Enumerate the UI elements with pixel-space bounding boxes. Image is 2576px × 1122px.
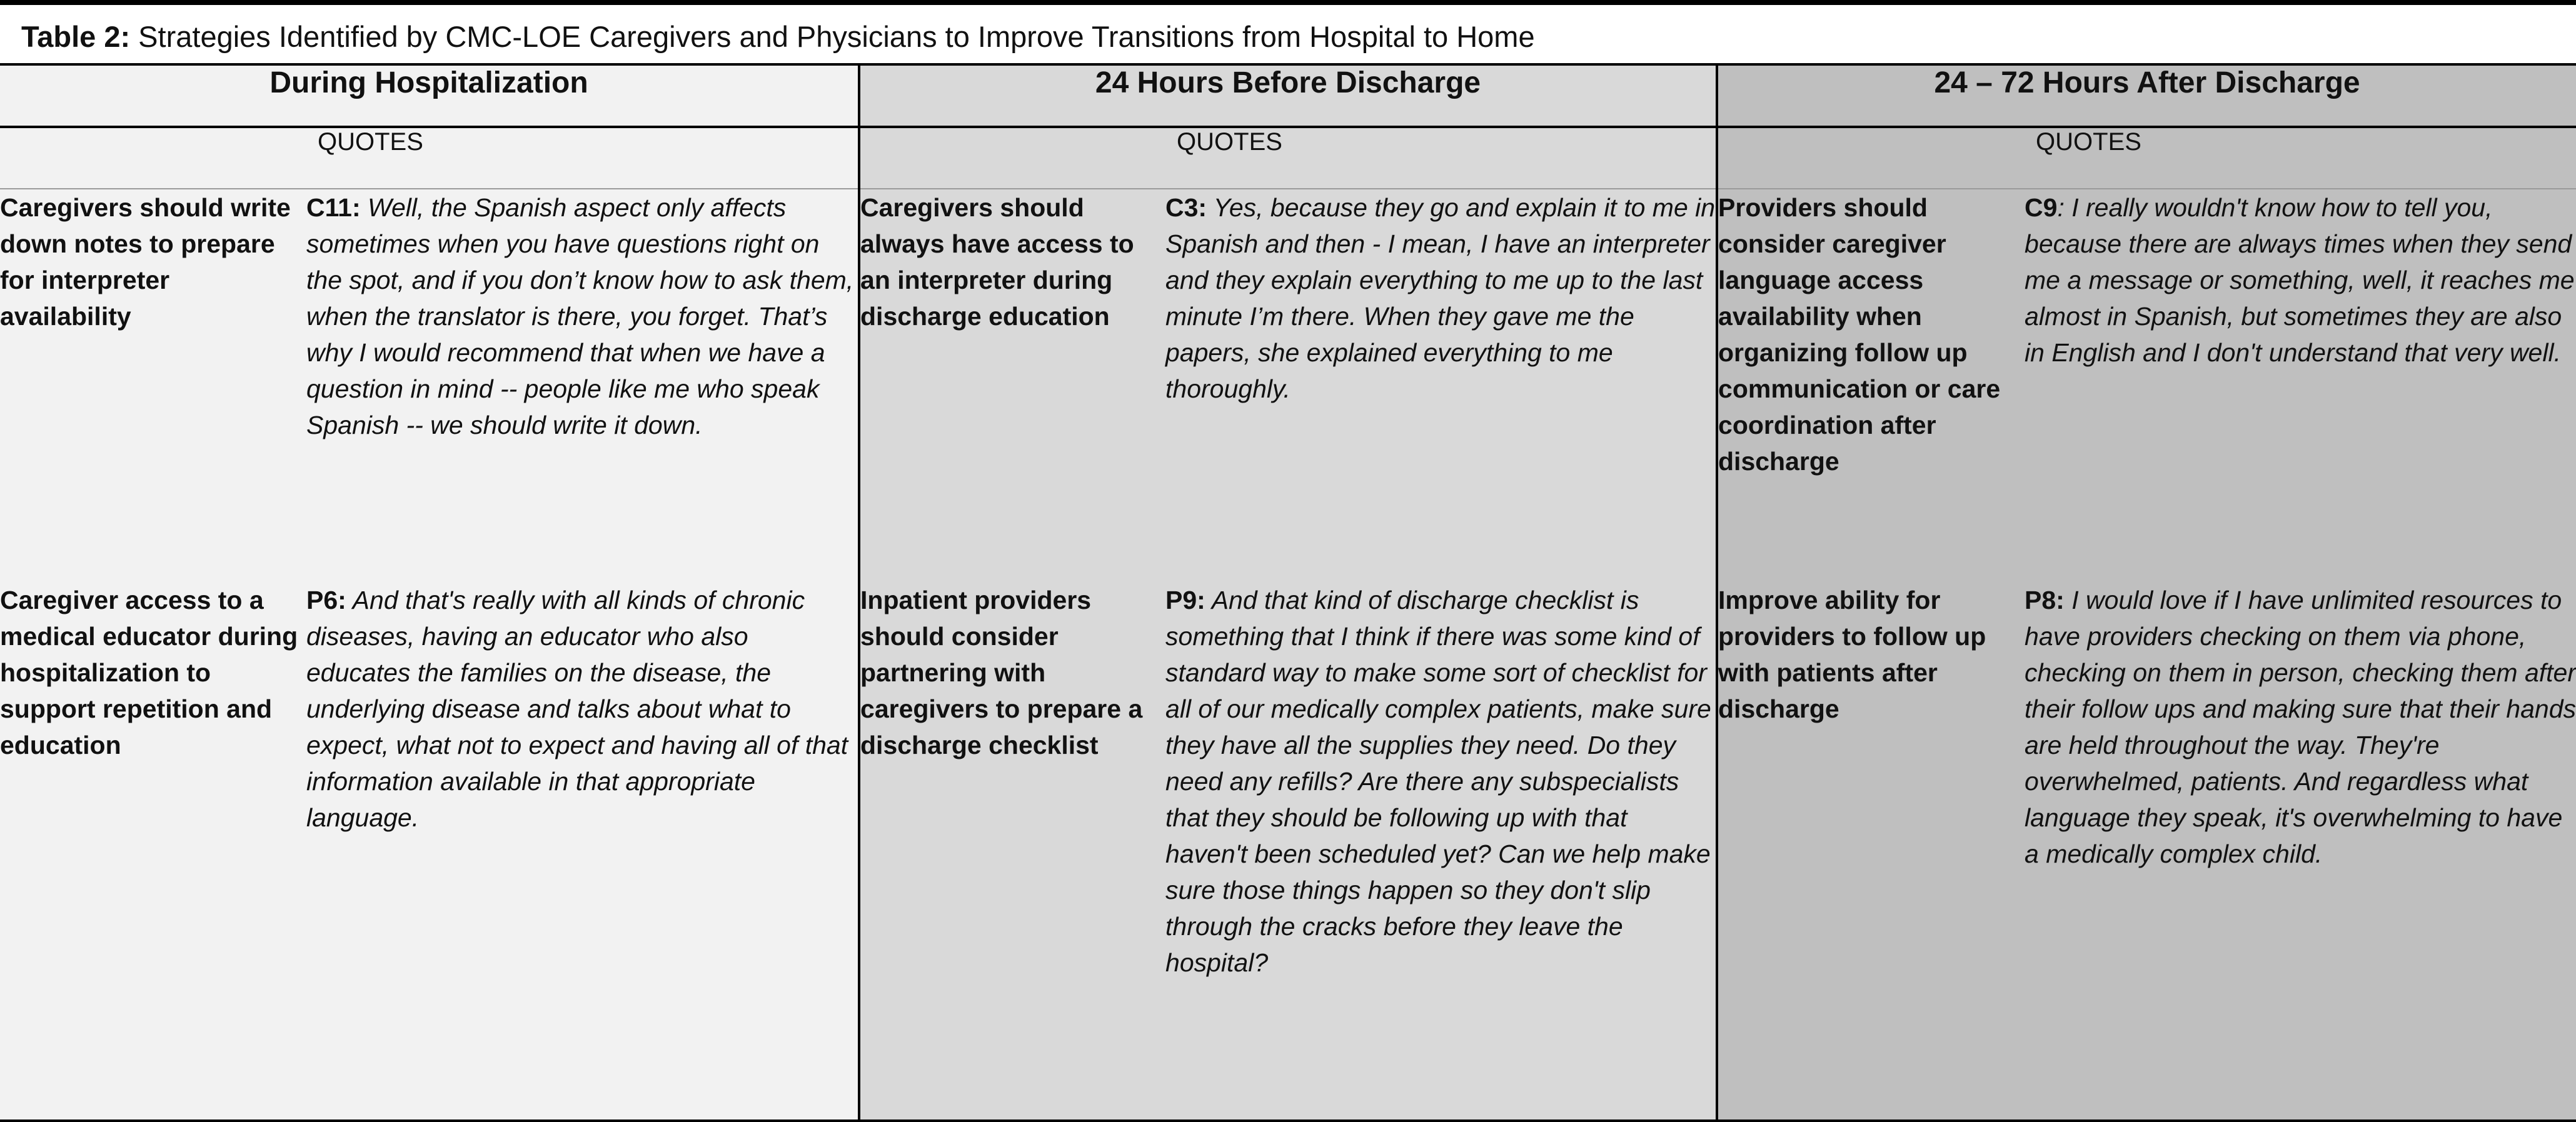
quote-text: Well, the Spanish aspect only affects sometimes when you have questions right on the spot, and if you don’t know how to ask them, when the translator is there, you forget. That’s why I would recommend that when we have a question in mind -- people like me who speak Spanish -- we should write it down. — [306, 193, 854, 439]
quote-cell — [306, 582, 859, 1121]
top-rule — [0, 0, 2576, 5]
speaker-id: P6: — [306, 586, 346, 614]
strategy-cell: Providers should consider caregiver language access availability when organizing follow up communication or care coordination after discharge — [1717, 189, 2025, 582]
strategies-table — [0, 66, 2576, 1121]
column-header-24-72h-after-discharge: 24 – 72 Hours After Discharge — [1717, 66, 2576, 127]
strategy-subheader-blank — [1717, 127, 2025, 189]
quote-text: And that's really with all kinds of chronic diseases, having an educator who also educates the families on the disease, the underlying disease and talks about what to expect, what not to expect and having all of that information available in that appropriate language. — [306, 586, 848, 832]
table-caption: Strategies Identified by CMC-LOE Caregivers and Physicians to Improve Transitions from Hospital to Home — [130, 20, 1535, 53]
quote-text: I would love if I have unlimited resources to have providers checking on them via phone, checking on them in person, checking them after their follow ups and making sure that their hands are held throughout the way. They're overwhelmed, patients. And regardless what language they speak, it's overwhelming to have a medically complex child. — [2025, 586, 2576, 868]
strategy-subheader-blank — [859, 127, 1165, 189]
quotes-subheader: QUOTES — [306, 127, 859, 189]
table-row — [0, 189, 2576, 582]
quote-cell — [306, 189, 859, 582]
quote-text: Yes, because they go and explain it to me in Spanish and then - I mean, I have an interpreter and they explain everything to me up to the last minute I’m there. When they gave me the papers, she explained everything to me thoroughly. — [1165, 193, 1716, 403]
table-row — [0, 582, 2576, 1121]
strategy-subheader-blank — [0, 127, 306, 189]
table-label: Table 2: — [21, 20, 131, 53]
strategy-cell: Caregiver access to a medical educator during hospitalization to support repetition and education — [0, 582, 306, 1121]
column-header-during-hospitalization: During Hospitalization — [0, 66, 859, 127]
speaker-id: P9: — [1165, 586, 1205, 614]
quote-cell — [2025, 582, 2576, 1121]
speaker-id: C9 — [2025, 193, 2058, 222]
quotes-subheader: QUOTES — [1165, 127, 1717, 189]
strategy-cell: Caregivers should always have access to an interpreter during discharge education — [859, 189, 1165, 582]
table-title — [21, 14, 1535, 60]
column-header-24h-before-discharge: 24 Hours Before Discharge — [859, 66, 1717, 127]
strategy-cell: Improve ability for providers to follow up with patients after discharge — [1717, 582, 2025, 1121]
speaker-id: C3: — [1165, 193, 1207, 222]
quotes-subheader: QUOTES — [2025, 127, 2576, 189]
speaker-id: C11: — [306, 193, 361, 222]
subheader-row — [0, 127, 2576, 189]
quote-text: And that kind of discharge checklist is something that I think if there was some kind of standard way to make some sort of checklist for all of our medically complex patients, make sure they have all the supplies they need. Do they need any refills? Are there any subspecialists that they should be following up with that haven't been scheduled yet? Can we help make sure those things happen so they don't slip through the cracks before they leave the hospital? — [1165, 586, 1711, 977]
bottom-rule — [0, 1119, 2576, 1122]
quote-cell — [1165, 582, 1717, 1121]
quote-cell — [2025, 189, 2576, 582]
quote-text: : I really wouldn't know how to tell you, because there are always times when they send me a message or something, well, it reaches me almost in Spanish, but sometimes they are also in English and I don't understand that very well. — [2025, 193, 2575, 367]
speaker-id: P8: — [2025, 586, 2065, 614]
column-header-row — [0, 66, 2576, 127]
strategy-cell: Inpatient providers should consider partnering with caregivers to prepare a discharge checklist — [859, 582, 1165, 1121]
quote-cell — [1165, 189, 1717, 582]
strategy-cell: Caregivers should write down notes to prepare for interpreter availability — [0, 189, 306, 582]
